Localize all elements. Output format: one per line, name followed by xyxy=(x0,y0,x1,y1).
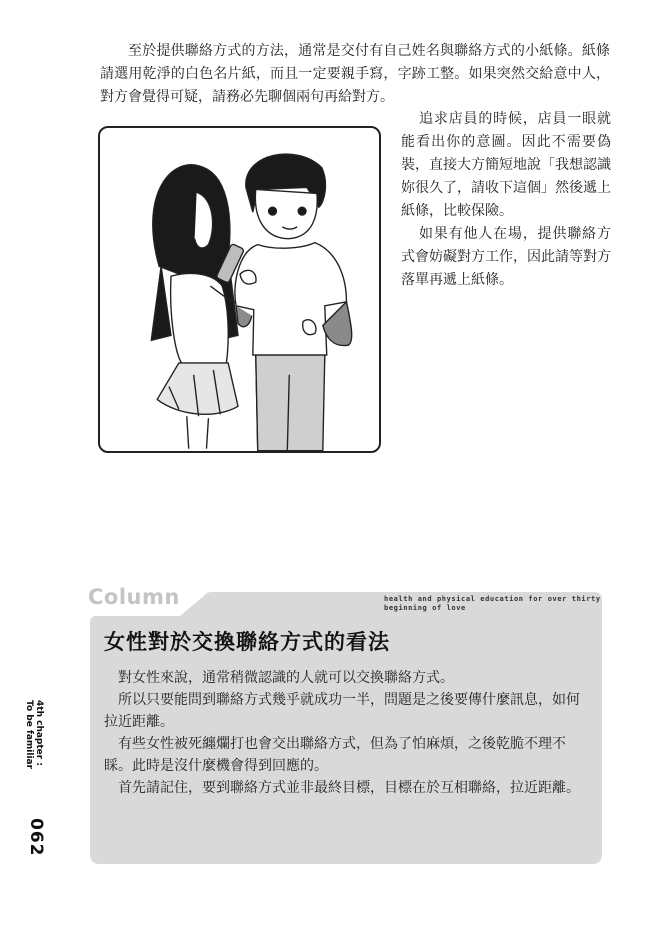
column-paragraph: 對女性來說，通常稍微認識的人就可以交換聯絡方式。 xyxy=(118,670,454,686)
side-paragraph: 如果有他人在場，提供聯絡方式會妨礙對方工作，因此請等對方落單再遞上紙條。 xyxy=(401,226,611,288)
column-body xyxy=(104,667,592,799)
side-text xyxy=(401,108,611,292)
girl-figure xyxy=(151,165,248,449)
side-paragraph: 追求店員的時候，店員一眼就能看出你的意圖。因此不需要偽裝，直接大方簡短地說「我想認識妳很久了，請收下這個」然後遞上紙條，比較保險。 xyxy=(401,111,611,219)
column-tag xyxy=(384,595,601,613)
page-number: 062 xyxy=(26,818,46,857)
manga-illustration xyxy=(98,126,381,453)
column-paragraph: 有些女性被死纏爛打也會交出聯絡方式，但為了怕麻煩，之後乾脆不理不睬。此時是沒什麼機會得到回應的。 xyxy=(104,736,566,774)
chapter-label xyxy=(24,700,44,769)
chapter-line: 4th chapter : xyxy=(34,700,44,766)
column-tag-line: beginning of love xyxy=(384,604,466,612)
intro-paragraph: 至於提供聯絡方式的方法，通常是交付有自己姓名與聯絡方式的小紙條。紙條請選用乾淨的白色名片紙，而且一定要親手寫，字跡工整。如果突然交給意中人，對方會覺得可疑，請務必先聊個兩句再給對方。 xyxy=(100,43,610,105)
column-tag-line: health and physical education for over thirty xyxy=(384,595,601,603)
column-paragraph: 所以只要能問到聯絡方式幾乎就成功一半，問題是之後要傳什麼訊息，如何拉近距離。 xyxy=(104,692,580,730)
column-label: Column xyxy=(88,585,180,609)
boy-figure xyxy=(235,154,352,451)
intro-text xyxy=(100,40,610,109)
column-paragraph: 首先請記住，要到聯絡方式並非最終目標，目標在於互相聯絡，拉近距離。 xyxy=(118,780,580,796)
illustration-drawing xyxy=(100,128,379,451)
column-title: 女性對於交換聯絡方式的看法 xyxy=(104,630,390,654)
chapter-line: To be familiar xyxy=(24,700,34,770)
